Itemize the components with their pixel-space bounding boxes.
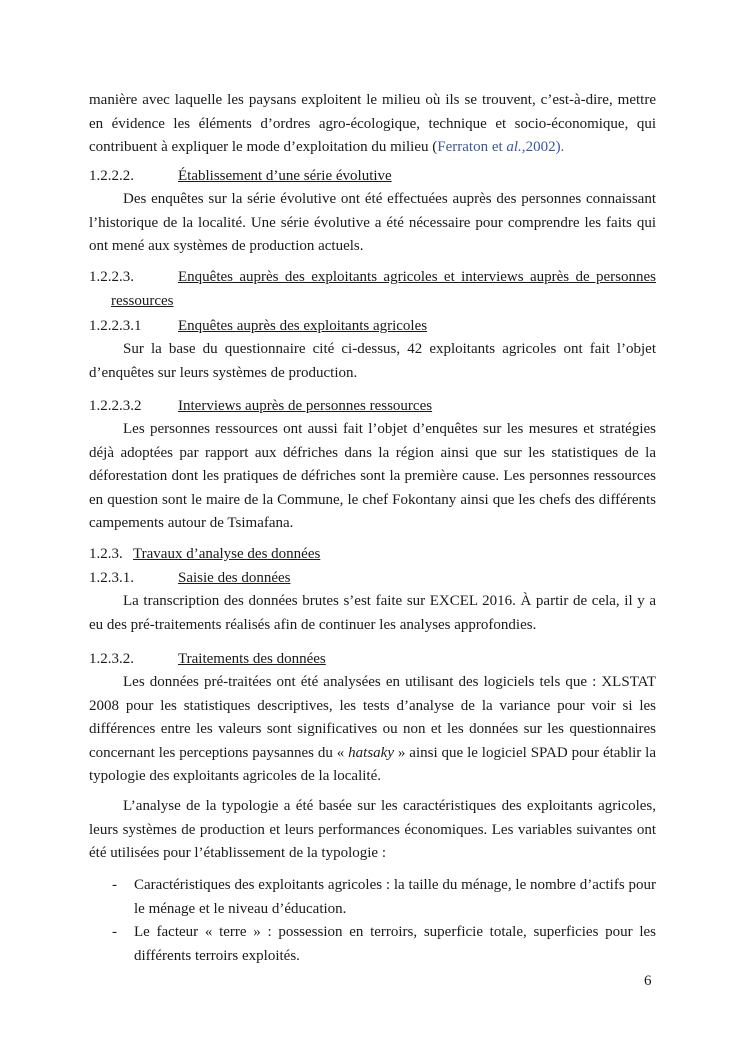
paragraph-typologie: L’analyse de la typologie a été basée sur les caractéristiques des exploitants agricoles, leurs systèmes de production et leurs performances économiques. Les variables suivantes ont été utilisées pour l’établissement de la typologie :: [89, 798, 656, 861]
hatsaky-term: hatsaky: [348, 744, 394, 761]
heading-number: 1.2.2.3.: [89, 269, 134, 285]
heading-number: 1.2.3.: [89, 546, 123, 562]
heading-1-2-3: [89, 543, 656, 567]
heading-title: Interviews auprès de personnes ressources: [178, 398, 433, 414]
heading-title: Établissement d’une série évolutive: [178, 168, 392, 184]
list-item: - Le facteur « terre » : possession en terroirs, superficie totale, superficies pour les différents terroirs exploités.: [89, 921, 656, 968]
paragraph-serie-evolutive: Des enquêtes sur la série évolutive ont été effectuées auprès des personnes connaissant l’historique de la localité. Une série évolutive a été nécessaire pour comprendre les faits qui ont mené aux systèmes de production actuels.: [89, 191, 656, 254]
paragraph-traitements: Les données pré-traitées ont été analysées en utilisant des logiciels tels que : XLSTAT 2008 pour les statistiques descriptives, les tests d’analyse de la variance pour voir si les différences entre les valeurs sont significatives ou non et les données sur les questionnaires concernant les perceptions paysannes du « hatsaky » ainsi que le logiciel SPAD pour établir la typologie des exploitants agricoles de la localité.: [89, 674, 656, 784]
heading-title: Traitements des données: [178, 651, 326, 667]
heading-title-line1: Enquêtes auprès des exploitants agricoles et interviews auprès de personnes: [178, 269, 656, 285]
heading-title: Enquêtes auprès des exploitants agricoles: [178, 318, 428, 334]
paragraph-saisie: La transcription des données brutes s’est faite sur EXCEL 2016. À partir de cela, il y a eu des pré-traitements réalisés afin de continuer les analyses approfondies.: [89, 593, 656, 633]
bullet-dash: -: [112, 924, 117, 940]
heading-number: 1.2.3.2.: [89, 651, 134, 667]
heading-number: 1.2.2.2.: [89, 168, 134, 184]
intro-paragraph: [89, 89, 656, 160]
citation-ferraton[interactable]: Ferraton et al.,2002).: [437, 139, 565, 155]
page-number: 6: [644, 973, 652, 989]
heading-number: 1.2.2.3.1: [89, 318, 142, 334]
heading-number: 1.2.2.3.2: [89, 398, 142, 414]
paragraph-personnes-ressources: Les personnes ressources ont aussi fait l’objet d’enquêtes sur les mesures et stratégies déjà adoptées par rapport aux défriches dans la région ainsi que sur les statistiques de la déforestation dont les pratiques de défriches sont la première cause. Les personnes ressources en question sont le maire de la Commune, le chef Fokontany ainsi que les chefs des différents campements autour de Tsimafana.: [89, 421, 656, 531]
heading-number: 1.2.3.1.: [89, 570, 134, 586]
heading-title: Saisie des données: [178, 570, 291, 586]
bullet-dash: -: [112, 877, 117, 893]
heading-1-2-2-3: [89, 266, 656, 313]
paragraph-enquetes-exploitants: Sur la base du questionnaire cité ci-dessus, 42 exploitants agricoles ont fait l’objet d’enquêtes sur leurs systèmes de production.: [89, 341, 656, 381]
heading-title: Travaux d’analyse des données: [133, 546, 321, 562]
list-item: - Caractéristiques des exploitants agricoles : la taille du ménage, le nombre d’actifs pour le ménage et le niveau d’éducation.: [89, 874, 656, 921]
heading-title-line2: ressources: [111, 292, 174, 309]
typology-variables-list: [89, 874, 656, 968]
intro-text: manière avec laquelle les paysans exploitent le milieu où ils se trouvent, c’est-à-dire, mettre en évidence les éléments d’ordres agro-écologique, technique et socio-économique, qui contribuent à expliquer le mode d’exploitation du milieu (: [89, 92, 656, 155]
